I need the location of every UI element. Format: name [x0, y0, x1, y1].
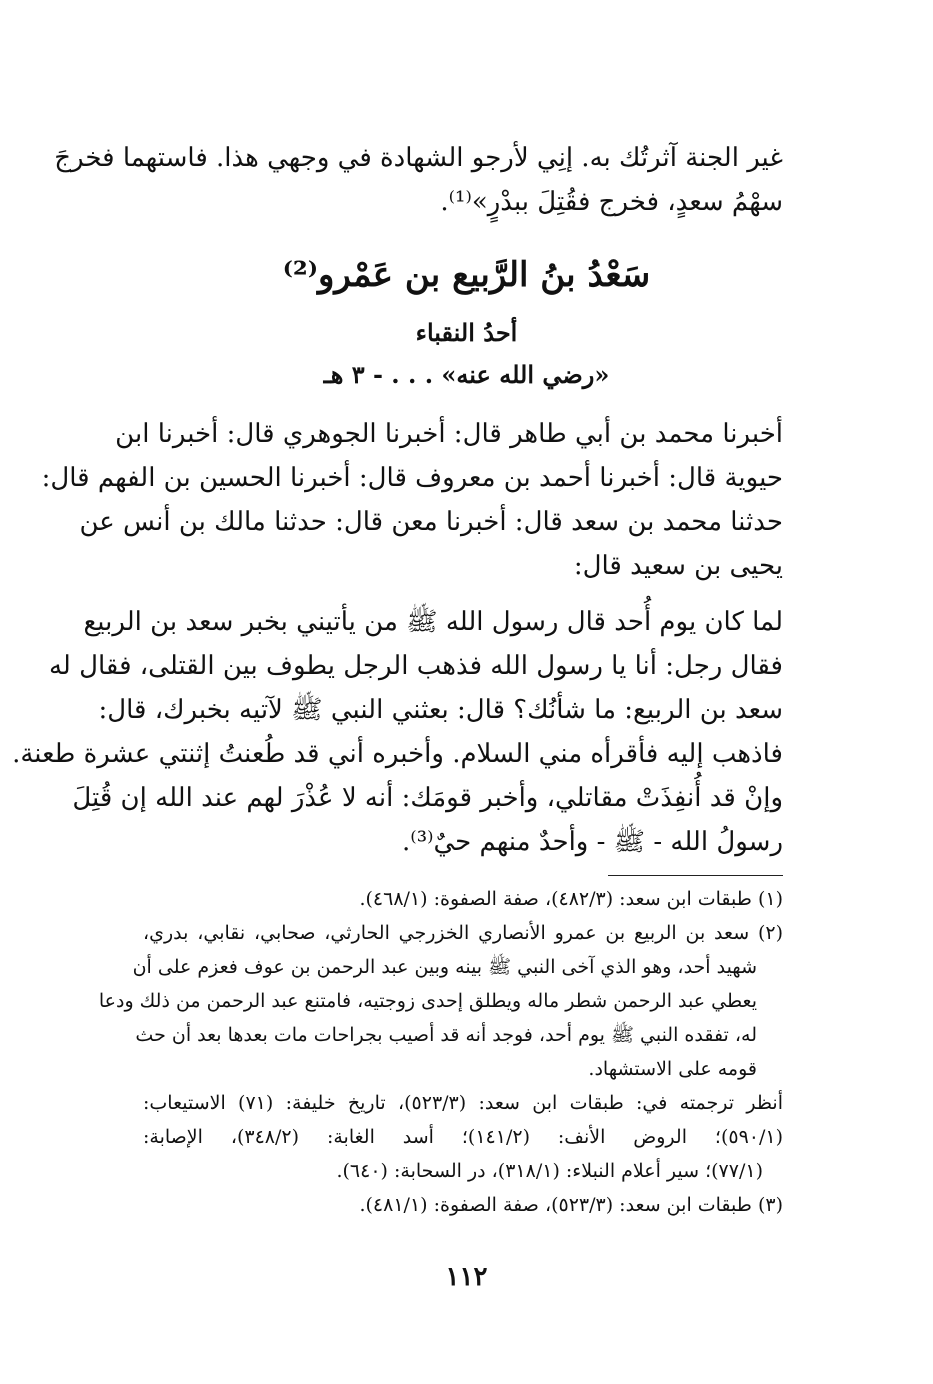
footnote-2-refs-line: (٥٩٠/١)؛ الروض الأنف: (١٤١/٢)؛ أسد الغابة: (٣٤٨/٢)، الإصابة: — [143, 1126, 784, 1148]
paragraph-line: فاذهب إليه فأقرأه مني السلام. وأخبره أني قد طُعنتُ إثنتي عشرة طعنة. — [12, 739, 783, 769]
footnotes — [98, 882, 784, 1222]
paragraph-line: يحيى بن سعيد قال: — [573, 551, 783, 581]
paragraph-line: رسولُ الله - ﷺ - وأحدٌ منهم حيٌ⁽³⁾. — [402, 827, 783, 857]
paragraph-line: وإنْ قد أُنفِذَتْ مقاتلي، وأخبر قومَك: أنه لا عُذْرَ لهم عند الله إن قُتِلَ — [72, 783, 783, 813]
footnote-2-line: يعطي عبد الرحمن شطر ماله ويطلق إحدى زوجتيه، فامتنع عبد الرحمن من ذلك ودعا — [98, 990, 757, 1012]
section-subtitle: أحدُ النقباء — [415, 318, 518, 347]
section-title: سَعْدُ بنُ الرَّبيع بن عَمْرو⁽²⁾ — [282, 255, 651, 295]
section-dates: «رضي الله عنه» . . . - ٣ هـ — [323, 360, 610, 389]
footnote-1: (١) طبقات ابن سعد: (٤٨٢/٣)، صفة الصفوة: (٤٦٨/١). — [359, 888, 783, 910]
page-number: ١١٢ — [445, 1262, 488, 1292]
footnote-2-line: شهيد أحد، وهو الذي آخى النبي ﷺ بينه وبين عبد الرحمن بن عوف فعزم على أن — [132, 956, 757, 978]
paragraph-line: سعد بن الربيع: ما شأنُك؟ قال: بعثني النبي ﷺ لآتيه بخبرك، قال: — [98, 695, 783, 725]
footnote-divider — [608, 875, 783, 876]
footnote-2-line: (٢) سعد بن الربيع بن عمرو الأنصاري الخزرجي الحارثي، صحابي، نقابي، بدري، — [143, 922, 783, 944]
paragraph-line: حيوية قال: أخبرنا أحمد بن معروف قال: أخبرنا الحسين بن الفهم قال: — [41, 463, 783, 493]
intro-line-1: غير الجنة آثرتُك به. إنِي لأرجو الشهادة في وجهي هذا. فاستهما فخرجَ — [54, 143, 783, 173]
paragraph-line: حدثنا محمد بن سعد قال: أخبرنا معن قال: حدثنا مالك بن أنس عن — [79, 507, 783, 537]
intro-line-2: سهْمُ سعدٍ، فخرج فقُتِلَ ببدْرٍ»⁽¹⁾. — [440, 187, 783, 217]
footnote-3: (٣) طبقات ابن سعد: (٥٢٣/٣)، صفة الصفوة: (٤٨١/١). — [359, 1194, 783, 1216]
footnote-2-refs-line: أنظر ترجمته في: طبقات ابن سعد: (٥٢٣/٣)، تاريخ خليفة: (٧١) الاستيعاب: — [143, 1092, 783, 1114]
paragraph-line: فقال رجل: أنا يا رسول الله فذهب الرجل يطوف بين القتلى، فقال له — [48, 651, 783, 681]
paragraph-narration — [12, 600, 783, 864]
footnote-2-refs-line: (٧٧/١)؛ سير أعلام النبلاء: (٣١٨/١)، در السحابة: (٦٤٠). — [336, 1160, 763, 1182]
paragraph-line: لما كان يوم أُحد قال رسول الله ﷺ من يأتيني بخبر سعد بن الربيع — [83, 607, 783, 637]
footnote-2-line: قومه على الاستشهاد. — [588, 1058, 757, 1080]
paragraph-isnad — [41, 412, 783, 588]
footnote-2-line: له، تفقده النبي ﷺ يوم أحد، فوجد أنه قد أصيب بجراحات مات بعدها بعد أن حث — [135, 1024, 757, 1046]
paragraph-line: أخبرنا محمد بن أبي طاهر قال: أخبرنا الجوهري قال: أخبرنا ابن — [115, 419, 783, 449]
